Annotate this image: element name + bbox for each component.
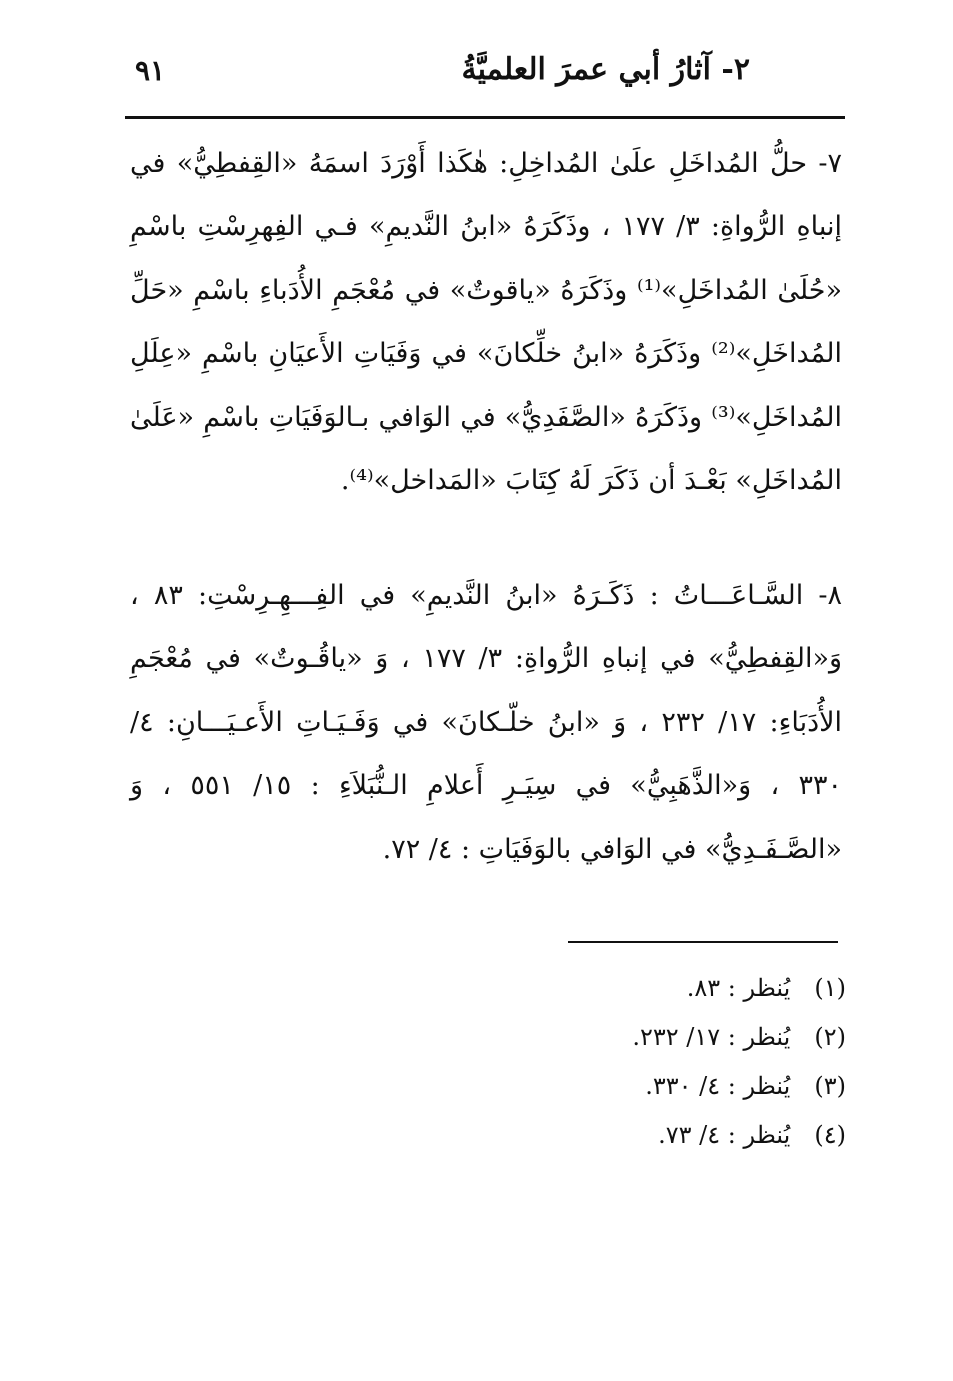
- paragraph-text: ٧- حلُّ المُداخَلِ علَىٰ المُداخِلِ: هٰكَذا أَوْرَدَ اسمَهُ «القِفطِيُّ» في إنباهِ الرُّواةِ: ٣/ ١٧٧ ، وذَكَرَهُ «ابنُ النَّديمِ» فـي الفِهرِسْتِ باسْمِ «حُلَىٰ المُداخَلِ»⁽¹⁾ وذَكَرَهُ «ياقوتٌ» في مُعْجَمِ الأُدَباءِ باسْمِ «حَلِّ المُداخَلِ»⁽²⁾ وذَكَرَهُ «ابنُ خلِّكانَ» في وَفَيَاتِ الأَعيَانِ باسْمِ «عِلَلِ المُداخَلِ»⁽³⁾ وذَكَرَهُ «الصَّفَدِيُّ» في الوَافي بـالوَفَيَاتِ باسْمِ «عَلَىٰ المُداخَلِ» بَعْـدَ أن ذَكَرَ لَهُ كِتَابَ «المَداخل»⁽⁴⁾.: [130, 148, 842, 497]
- page-number: ٩١: [135, 54, 166, 87]
- footnote-number: (٣): [814, 1072, 846, 1100]
- footnote-text: يُنظر : ٤/ ٣٣٠.: [645, 1072, 791, 1100]
- footnote-item: [446, 964, 846, 1013]
- footnote-item: [446, 1062, 846, 1111]
- footnote-text: يُنظر : ٨٣.: [686, 974, 791, 1002]
- footnote-number: (٤): [814, 1121, 846, 1149]
- paragraph-item-8: [130, 564, 842, 881]
- paragraph-text: ٨- السَّـاعَـــاتُ : ذَكَـرَهُ «ابنُ النَّديمِ» في الفِـــهِـرِسْتِ: ٨٣ ، وَ«القِفطِيُّ» في إنباهِ الرُّواةِ: ٣/ ١٧٧ ، وَ «ياقُـوتٌ» في مُعْجَمِ الأُدَبَاءِ: ١٧/ ٢٣٢ ، وَ «ابنُ خلّـكانَ» في وَفَـيَـاتِ الأَعـيَـــانِ: ٤/ ٣٣٠ ، وَ«الذَّهَبِيُّ» في سِيَـرِ أَعلامِ الـنُّبَلاَءِ : ١٥/ ٥٥١ ، وَ «الصَّـفَـدِيُّ» في الوَافي بالوَفَيَاتِ : ٤/ ٧٢.: [130, 580, 843, 865]
- footnote-item: [446, 1111, 846, 1160]
- footnote-text: يُنظر : ١٧/ ٢٣٢.: [632, 1023, 791, 1051]
- page-header: [125, 50, 845, 104]
- running-title: ٢- آثارُ أبي عمرَ العلميَّةُ: [461, 52, 750, 87]
- header-divider: [125, 116, 845, 119]
- footnotes: [446, 964, 846, 1160]
- footnote-divider: [568, 941, 838, 943]
- footnote-number: (٢): [814, 1023, 846, 1051]
- paragraph-item-7: [130, 132, 842, 512]
- footnote-number: (١): [814, 974, 846, 1002]
- footnote-text: يُنظر : ٤/ ٧٣.: [658, 1121, 791, 1149]
- footnote-item: [446, 1013, 846, 1062]
